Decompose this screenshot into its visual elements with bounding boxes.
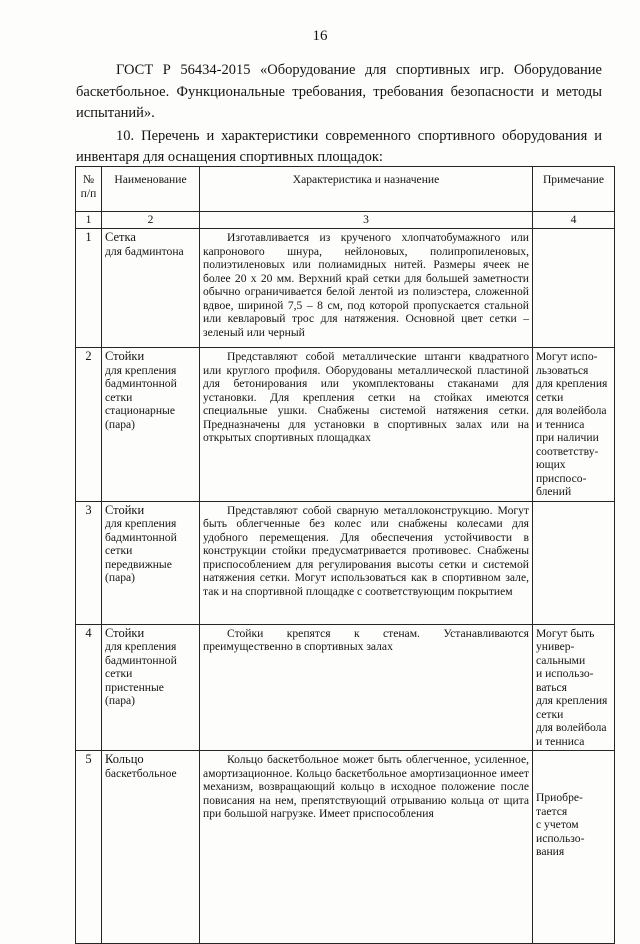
item-note-line: льзоваться: [536, 363, 589, 377]
item-note-line: ющих: [536, 458, 566, 471]
item-note: [533, 624, 615, 751]
equipment-table: [75, 166, 615, 944]
item-note-line: для волейбола: [536, 404, 607, 417]
item-name-line: Кольцо: [105, 752, 144, 766]
item-name-line: передвижные: [105, 557, 172, 571]
item-name-line: для крепления: [105, 363, 177, 377]
table-row: [76, 348, 615, 502]
item-name-line: бадминтонной: [105, 377, 177, 390]
item-name: [102, 624, 200, 751]
intro-text: [76, 60, 602, 169]
item-description: [200, 501, 533, 624]
header-name: Наименование: [102, 167, 200, 212]
column-number: 4: [533, 212, 615, 229]
item-description-text: Представляют собой металлические штанги квадратного или круглого профиля. Оборудованы металлической пластиной для бетонирования или укомплектованы стаканами для установки. Для крепления сетки на стойках имеются специальные ушки. Снабжены системой натяжения сетки. Предназначены для установки в спортивных залах или на открытых спортивных площадках: [203, 350, 529, 444]
section-heading: 10. Перечень и характеристики современного спортивного оборудования и инвентаря для оснащения спортивных площадок:: [76, 127, 602, 165]
item-note: [533, 501, 615, 624]
item-description: [200, 348, 533, 502]
item-name-line: Стойки: [105, 625, 145, 640]
page-number: 16: [312, 28, 328, 44]
item-note-line: и использо-: [536, 667, 594, 680]
item-note-line: для крепления: [536, 377, 608, 390]
row-number: 2: [76, 348, 102, 502]
item-note-line: Могут испо-: [536, 350, 598, 363]
row-number: 3: [76, 501, 102, 624]
table-row: [76, 229, 615, 348]
column-number: 1: [76, 212, 102, 229]
item-note-line: сетки: [536, 390, 564, 404]
item-note-line: и тенниса: [536, 417, 585, 431]
item-note: [533, 751, 615, 944]
column-number: 3: [200, 212, 533, 229]
item-description-text: Представляют собой сварную металлоконструкцию. Могут быть облегченные без колес или снабжены колесами для удобного перемещения. Для обеспечения устойчивости в конструкции стойки предусматривается противовес. Снабжены приспособлением для регулирования высоты сетки и системой натяжения сетки. Могут использоваться как в спортивном зале, так и на спортивной площадке с соответствующим покрытием: [203, 503, 529, 598]
item-note-line: для крепления: [536, 694, 608, 707]
item-note-line: соответству-: [536, 444, 599, 458]
item-description-text: Кольцо баскетбольное может быть облегченное, усиленное, амортизационное. Кольцо баскетбольное амортизационное имеет механизм, возвращающий кольцо в исходное положение после повисания на нем, препятствующий отрыванию кольца от щита при большой нагрузке. Имеет приспособления: [203, 753, 529, 820]
item-name-line: (пара): [105, 694, 136, 707]
table-body: [76, 229, 615, 944]
item-name-line: бадминтонной: [105, 653, 177, 667]
table-row: [76, 501, 615, 624]
item-name-line: Сетка: [105, 230, 136, 244]
item-name-line: сетки: [105, 544, 133, 557]
item-note: [533, 229, 615, 348]
item-description: [200, 624, 533, 751]
table-row: [76, 751, 615, 944]
item-note-line: Приобре-: [536, 791, 583, 804]
item-name-line: Стойки: [105, 502, 145, 517]
item-name-line: баскетбольное: [105, 766, 177, 780]
item-name: [102, 751, 200, 944]
item-name-line: для бадминтона: [105, 244, 184, 258]
item-name-line: (пара): [105, 417, 136, 431]
item-name-line: для крепления: [105, 640, 177, 653]
item-name: [102, 229, 200, 348]
row-number: 4: [76, 624, 102, 751]
item-note-line: приспосо-: [536, 471, 587, 485]
row-number: 1: [76, 229, 102, 348]
item-name-line: (пара): [105, 571, 136, 584]
item-note-line: сетки: [536, 707, 564, 721]
item-name: [102, 348, 200, 502]
item-note-line: использо-: [536, 831, 585, 845]
item-name-line: сетки: [105, 390, 133, 404]
item-note-line: сальными: [536, 653, 586, 667]
item-note-line: универ-: [536, 640, 575, 653]
column-number-row: [76, 212, 615, 229]
item-description-text: Изготавливается из крученого хлопчатобумажного или капронового шнура, нейлоновых, полипропиленовых, полиэтиленовых или полиамидных нитей. Размеры ячеек не более 20 х 20 мм. Верхний край сетки для большей заметности обычно ограничивается белой лентой из полиэстера, сложенной вдвое, шириной 7,5 – 8 см, под которой пропускается стальной или кевларовый трос для натяжения. Основной цвет сетки – зеленый или черный: [203, 231, 529, 339]
item-name: [102, 501, 200, 624]
gost-reference: ГОСТ Р 56434-2015 «Оборудование для спортивных игр. Оборудование баскетбольное. Функциональные требования, требования безопасности и методы испытаний».: [76, 62, 602, 121]
item-name-line: Стойки: [105, 349, 145, 363]
item-name-line: для крепления: [105, 517, 177, 530]
item-note-line: ваться: [536, 680, 567, 694]
item-name-line: стационарные: [105, 404, 175, 417]
item-note: [533, 348, 615, 502]
table-header-row: [76, 167, 615, 212]
item-name-line: бадминтонной: [105, 530, 177, 544]
item-note-line: при наличии: [536, 431, 599, 444]
item-note-line: Могут быть: [536, 626, 595, 640]
header-note: Примечание: [533, 167, 615, 212]
header-num: № п/п: [76, 167, 102, 212]
item-note-line: с учетом: [536, 818, 579, 831]
item-note-line: тается: [536, 804, 568, 818]
item-note-line: вания: [536, 845, 565, 858]
table-row: [76, 624, 615, 751]
header-desc: Характеристика и назначение: [200, 167, 533, 212]
column-number: 2: [102, 212, 200, 229]
item-description: [200, 751, 533, 944]
item-name-line: сетки: [105, 667, 133, 680]
row-number: 5: [76, 751, 102, 944]
item-note-line: и тенниса: [536, 734, 585, 748]
item-name-line: пристенные: [105, 680, 164, 694]
item-note-line: для волейбола: [536, 721, 607, 734]
item-description: [200, 229, 533, 348]
item-description-text: Стойки крепятся к стенам. Устанавливаются преимущественно в спортивных залах: [203, 626, 529, 653]
item-note-line: блений: [536, 485, 572, 498]
